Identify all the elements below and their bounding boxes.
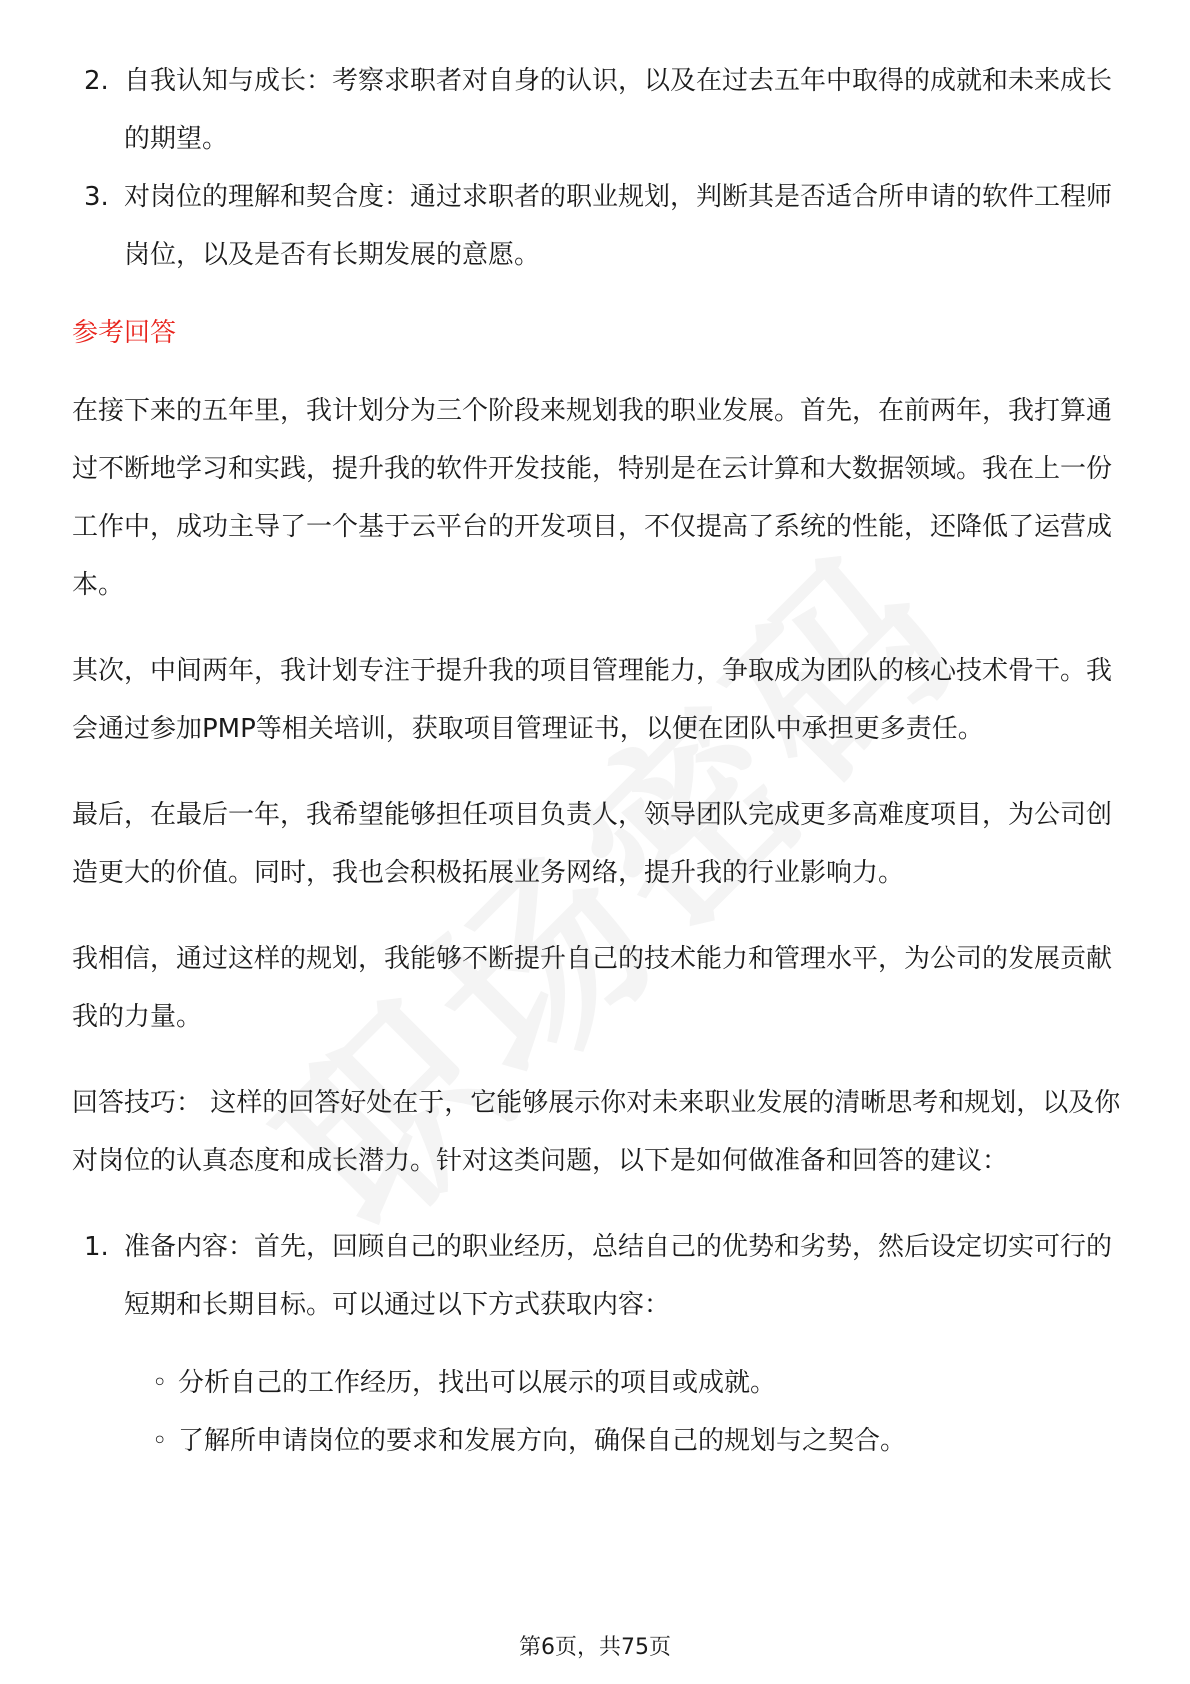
list-text: 自我认知与成长：考察求职者对自身的认识，以及在过去五年中取得的成就和未来成长的期望。 xyxy=(124,66,1113,154)
list-number: 3. xyxy=(84,182,109,212)
paragraph: 在接下来的五年里，我计划分为三个阶段来规划我的职业发展。首先，在前两年，我打算通过不断地学习和实践，提升我的软件开发技能，特别是在云计算和大数据领域。我在上一份工作中，成功主导了一个基于云平台的开发项目，不仅提高了系统的性能，还降低了运营成本。 xyxy=(72,396,1113,600)
list-item xyxy=(72,168,1122,284)
section-heading: 参考回答 xyxy=(72,318,177,348)
page-content xyxy=(72,52,1122,1470)
page-footer: 第6页，共75页 xyxy=(519,1635,671,1660)
sub-list-text: 分析自己的工作经历，找出可以展示的项目或成就。 xyxy=(178,1368,777,1398)
paragraph: 最后，在最后一年，我希望能够担任项目负责人，领导团队完成更多高难度项目，为公司创造更大的价值。同时，我也会积极拓展业务网络，提升我的行业影响力。 xyxy=(72,800,1113,888)
sub-list-item xyxy=(152,1354,1122,1412)
list-item xyxy=(72,1218,1122,1334)
paragraph: 其次，中间两年，我计划专注于提升我的项目管理能力，争取成为团队的核心技术骨干。我会通过参加PMP等相关培训，获取项目管理证书，以便在团队中承担更多责任。 xyxy=(72,656,1113,744)
list-text: 准备内容：首先，回顾自己的职业经历，总结自己的优势和劣势，然后设定切实可行的短期和长期目标。可以通过以下方式获取内容： xyxy=(124,1232,1113,1320)
bullet-icon: ◦ xyxy=(152,1426,168,1456)
sub-list xyxy=(72,1354,1122,1470)
list-item xyxy=(72,52,1122,168)
sub-list-text: 了解所申请岗位的要求和发展方向，确保自己的规划与之契合。 xyxy=(178,1426,907,1456)
list-number: 1. xyxy=(84,1232,109,1262)
list-number: 2. xyxy=(84,66,109,96)
bullet-icon: ◦ xyxy=(152,1368,168,1398)
paragraph: 回答技巧： 这样的回答好处在于，它能够展示你对未来职业发展的清晰思考和规划，以及你对岗位的认真态度和成长潜力。针对这类问题，以下是如何做准备和回答的建议： xyxy=(72,1088,1121,1176)
list-text: 对岗位的理解和契合度：通过求职者的职业规划，判断其是否适合所申请的软件工程师岗位，以及是否有长期发展的意愿。 xyxy=(124,182,1113,270)
sub-list-item xyxy=(152,1412,1122,1470)
paragraph: 我相信，通过这样的规划，我能够不断提升自己的技术能力和管理水平，为公司的发展贡献我的力量。 xyxy=(72,944,1113,1032)
